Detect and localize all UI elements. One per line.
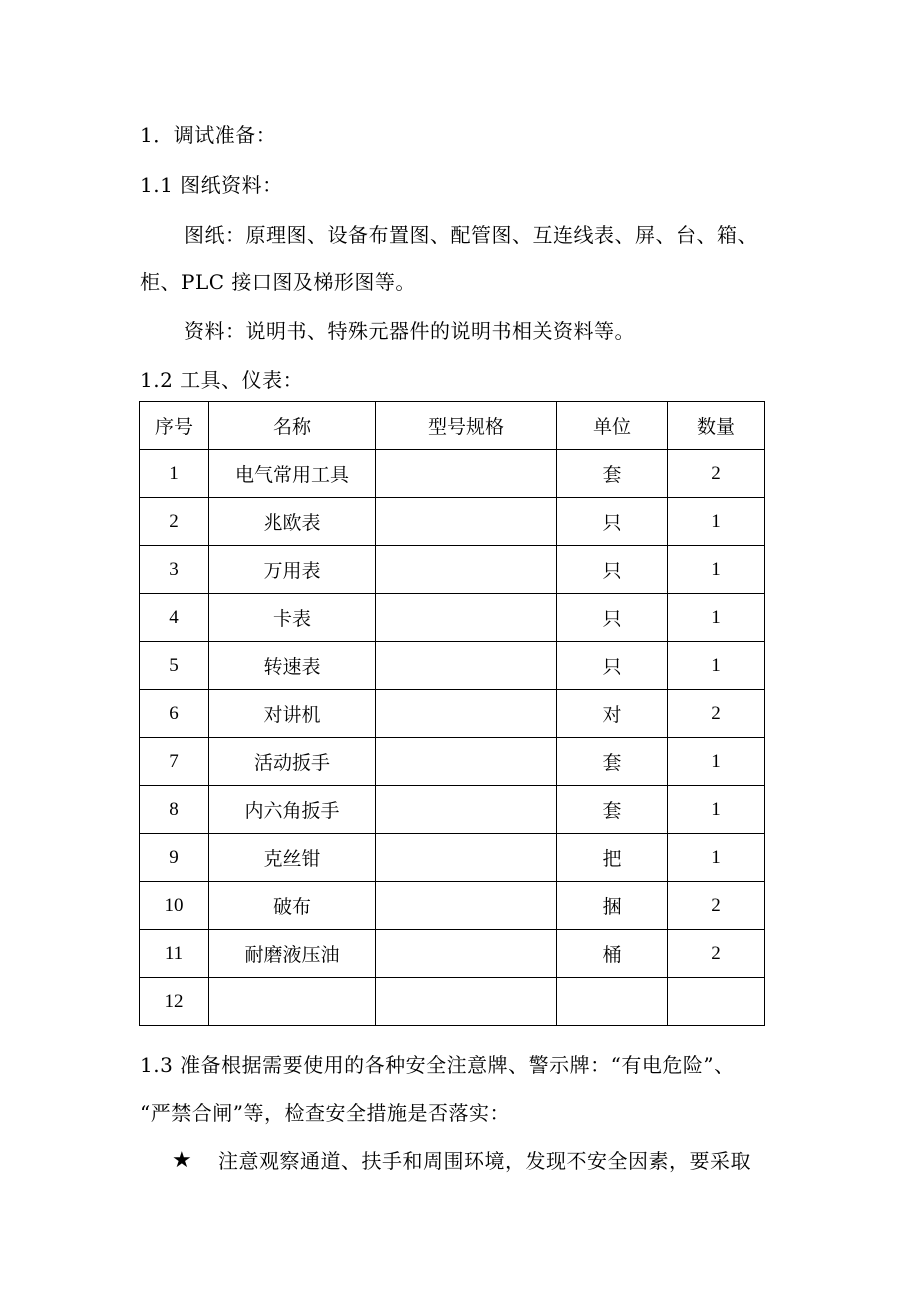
row-index: 9 [140,834,209,882]
row-unit: 把 [557,834,668,882]
row-unit: 套 [557,450,668,498]
row-unit: 捆 [557,882,668,930]
row-index: 2 [140,498,209,546]
row-model [376,978,557,1026]
row-index: 3 [140,546,209,594]
table-row [140,498,765,546]
row-name: 活动扳手 [209,738,376,786]
section-1-1-heading: 1.1 图纸资料： [140,173,283,197]
table-row [140,978,765,1026]
row-name: 耐磨液压油 [209,930,376,978]
row-name: 兆欧表 [209,498,376,546]
row-quantity: 2 [668,882,765,930]
row-quantity: 1 [668,738,765,786]
row-unit: 只 [557,642,668,690]
row-index: 8 [140,786,209,834]
section-1-3-line2: “严禁合闸”等，检查安全措施是否落实： [140,1101,510,1125]
row-index: 10 [140,882,209,930]
row-quantity: 1 [668,546,765,594]
row-quantity: 2 [668,690,765,738]
row-name: 破布 [209,882,376,930]
header-name: 名称 [209,402,376,450]
row-unit: 桶 [557,930,668,978]
row-model [376,498,557,546]
row-model [376,930,557,978]
table-row [140,690,765,738]
materials-paragraph: 资料：说明书、特殊元器件的说明书相关资料等。 [184,319,635,343]
row-unit [557,978,668,1026]
row-name: 转速表 [209,642,376,690]
row-unit: 套 [557,738,668,786]
header-quantity: 数量 [668,402,765,450]
row-quantity: 2 [668,450,765,498]
row-model [376,450,557,498]
header-unit: 单位 [557,402,668,450]
row-quantity: 1 [668,642,765,690]
row-index: 1 [140,450,209,498]
row-index: 6 [140,690,209,738]
row-name: 卡表 [209,594,376,642]
row-name: 电气常用工具 [209,450,376,498]
table-header-row [140,402,765,450]
row-index: 11 [140,930,209,978]
row-name [209,978,376,1026]
row-quantity: 2 [668,930,765,978]
row-index: 5 [140,642,209,690]
star-bullet-icon: ★ [172,1148,192,1173]
row-model [376,834,557,882]
row-index: 12 [140,978,209,1026]
row-quantity: 1 [668,594,765,642]
table-row [140,450,765,498]
row-quantity [668,978,765,1026]
row-model [376,882,557,930]
row-unit: 套 [557,786,668,834]
table-row [140,642,765,690]
header-model: 型号规格 [376,402,557,450]
row-model [376,642,557,690]
table-row [140,930,765,978]
row-unit: 只 [557,498,668,546]
row-name: 万用表 [209,546,376,594]
section-1-3-line1: 1.3 准备根据需要使用的各种安全注意牌、警示牌：“有电危险”、 [140,1053,735,1077]
row-model [376,786,557,834]
tools-table-body [140,450,765,1026]
row-model [376,738,557,786]
row-quantity: 1 [668,786,765,834]
row-unit: 只 [557,546,668,594]
table-row [140,594,765,642]
row-quantity: 1 [668,498,765,546]
row-unit: 对 [557,690,668,738]
row-name: 对讲机 [209,690,376,738]
table-row [140,738,765,786]
row-name: 克丝钳 [209,834,376,882]
row-name: 内六角扳手 [209,786,376,834]
row-model [376,594,557,642]
row-index: 4 [140,594,209,642]
section-1-2-heading: 1.2 工具、仪表： [140,368,304,392]
row-model [376,546,557,594]
section-1-heading: 1．调试准备： [140,123,277,147]
header-index: 序号 [140,402,209,450]
table-row [140,786,765,834]
bullet-item-1: 注意观察通道、扶手和周围环境，发现不安全因素，要采取 [218,1149,751,1173]
row-unit: 只 [557,594,668,642]
row-model [376,690,557,738]
row-index: 7 [140,738,209,786]
drawings-paragraph-line2: 柜、PLC 接口图及梯形图等。 [140,270,416,294]
row-quantity: 1 [668,834,765,882]
table-row [140,834,765,882]
table-row [140,546,765,594]
drawings-paragraph-line1: 图纸：原理图、设备布置图、配管图、互连线表、屏、台、箱、 [184,223,758,247]
tools-table [139,401,765,1026]
table-row [140,882,765,930]
